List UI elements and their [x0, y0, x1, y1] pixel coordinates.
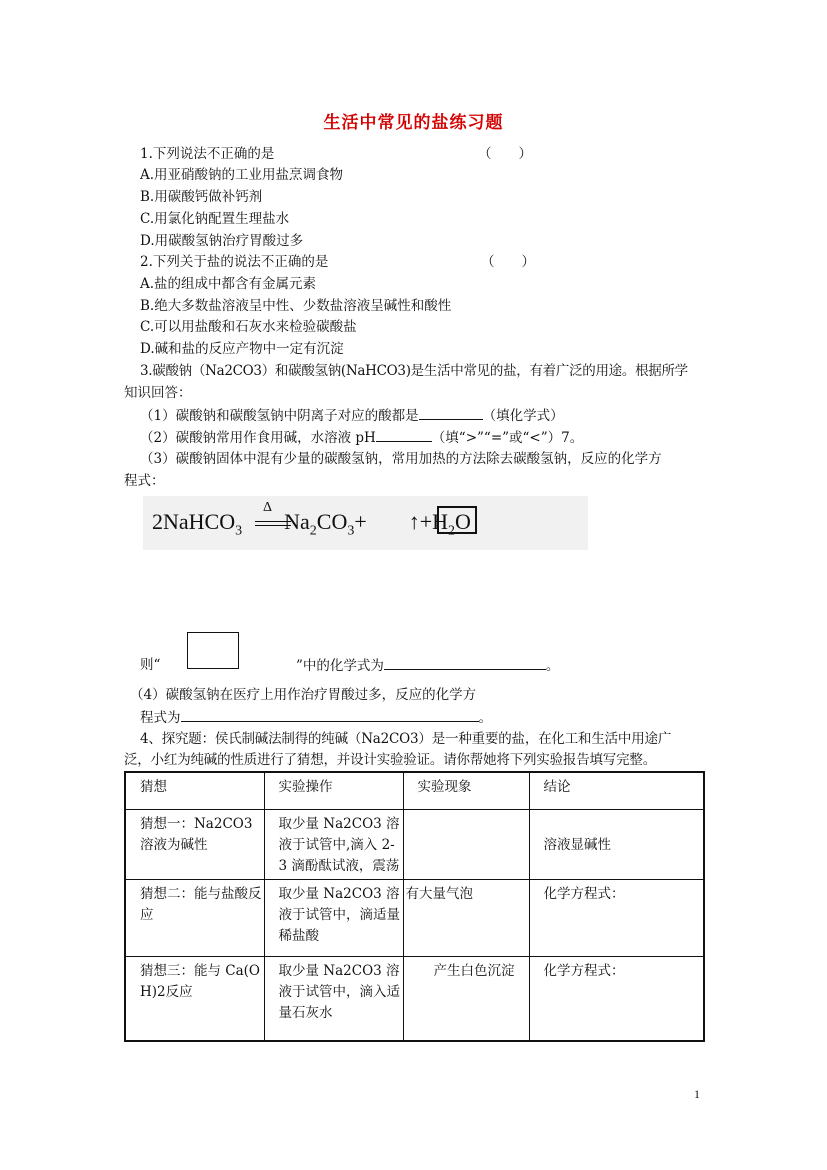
table-cell: 取少量 Na2CO3 溶液于试管中，滴适量稀盐酸 [264, 879, 403, 956]
table-cell: 取少量 Na2CO3 溶液于试管中，滴入适量石灰水 [264, 956, 403, 1041]
q4-intro-line1: 4、探究题：侯氏制碱法制得的纯碱（Na2CO3）是一种重要的盐，在化工和生活中用途广 [140, 731, 672, 747]
table-row [125, 956, 704, 1041]
q2-option-d: D.碱和盐的反应产物中一定有沉淀 [140, 341, 344, 357]
table-row [125, 809, 704, 879]
table-cell-answer[interactable]: 化学方程式： [529, 879, 704, 956]
q1-answer-paren: （ ） [478, 146, 532, 162]
equation-reactant: 2NaHCO [152, 509, 236, 534]
q4-intro-line2: 泛，小红为纯碱的性质进行了猜想，并设计实验验证。请你帮她将下列实验报告填写完整。 [124, 752, 656, 768]
q2-option-a: A.盐的组成中都含有金属元素 [140, 276, 317, 292]
equation-answer-box[interactable] [437, 506, 477, 534]
table-header: 实验现象 [403, 772, 529, 809]
table-cell: 有大量气泡 [403, 879, 529, 956]
q3-ze-blank[interactable] [384, 655, 546, 670]
q3-intro-line2: 知识回答： [124, 385, 192, 401]
q3-part3-line1: （3）碳酸钠固体中混有少量的碳酸氢钠，常用加热的方法除去碳酸氢钠，反应的化学方 [140, 451, 662, 467]
q3-part1-blank[interactable] [419, 405, 483, 420]
q2-answer-paren: （ ） [481, 254, 535, 270]
q3-ze-box[interactable] [187, 632, 239, 669]
q3-part1 [140, 405, 564, 426]
table-cell: 猜想二：能与盐酸反应 [125, 879, 264, 956]
q3-part2-hint: （填“>”“=”或“<”）7。 [431, 430, 584, 446]
q1-stem: 1.下列说法不正确的是 [140, 146, 275, 162]
q1-option-d: D.用碳酸氢钠治疗胃酸过多 [140, 233, 304, 249]
q1-option-b: B.用碳酸钙做补钙剂 [140, 189, 263, 205]
equation-sub: 2 [448, 523, 456, 539]
table-cell: 产生白色沉淀 [403, 956, 529, 1041]
equation-sub: 3 [235, 523, 243, 539]
q3-part4-line1: （4）碳酸氢钠在医疗上用作治疗胃酸过多，反应的化学方 [130, 687, 477, 703]
q3-part1-hint: （填化学式） [482, 408, 564, 424]
page-title: 生活中常见的盐练习题 [323, 113, 504, 133]
table-header: 结论 [529, 772, 704, 809]
q3-part1-prompt: （1）碳酸钠和碳酸氢钠中阴离子对应的酸都是 [140, 408, 419, 424]
equation-plus: + [354, 509, 367, 534]
table-row [125, 879, 704, 956]
q3-part3-line2: 程式： [124, 473, 165, 489]
q3-part2 [140, 427, 583, 448]
table-cell-answer[interactable]: 化学方程式： [529, 956, 704, 1041]
q2-option-b: B.绝大多数盐溶液呈中性、少数盐溶液呈碱性和酸性 [140, 298, 452, 314]
q3-ze-prefix: 则“ [140, 657, 161, 673]
table-cell: 猜想一：Na2CO3溶液为碱性 [125, 809, 264, 879]
q3-ze-suffix: ”中的化学式为 [296, 658, 384, 674]
table-header: 实验操作 [264, 772, 403, 809]
q3-part2-blank[interactable] [376, 427, 432, 442]
equation-product-tail: ↑+H [408, 509, 449, 534]
equation-product1-tail: CO [316, 509, 348, 534]
table-cell: 取少量 Na2CO3 溶液于试管中,滴入 2-3 滴酚酞试液，震荡 [264, 809, 403, 879]
q1-option-a: A.用亚硝酸钠的工业用盐烹调食物 [140, 167, 344, 183]
table-cell: 猜想三：能与 Ca(OH)2反应 [125, 956, 264, 1041]
q1-option-c: C.用氯化钠配置生理盐水 [140, 211, 290, 227]
q3-part4-line2 [140, 707, 492, 728]
q3-part4-prompt: 程式为 [140, 710, 181, 726]
q3-part4-period: 。 [478, 710, 492, 726]
q2-option-c: C.可以用盐酸和石灰水来检验碳酸盐 [140, 319, 357, 335]
equation-o: O [455, 509, 471, 534]
table-cell: 溶液显碱性 [529, 809, 704, 879]
q3-ze-period: 。 [545, 658, 560, 674]
table-header-row [125, 772, 704, 809]
equation-sub: 2 [309, 523, 317, 539]
q2-stem: 2.下列关于盐的说法不正确的是 [140, 254, 329, 270]
equation-text [152, 507, 471, 546]
equation-sub: 3 [347, 523, 355, 539]
table-cell-answer[interactable] [403, 809, 529, 879]
q3-part4-blank[interactable] [181, 707, 479, 722]
table-header: 猜想 [125, 772, 264, 809]
q3-part2-prompt: （2）碳酸钠常用作食用碱，水溶液 pH [140, 430, 376, 446]
equation-product1: Na [284, 509, 310, 534]
page-number: 1 [694, 1087, 700, 1101]
q3-ze-line [296, 655, 559, 676]
equation-heat-symbol: Δ [263, 500, 273, 515]
experiment-table [124, 771, 705, 1042]
q3-intro-line1: 3.碳酸钠（Na2CO3）和碳酸氢钠(NaHCO3)是生活中常见的盐，有着广泛的用途。根据所学 [140, 363, 688, 379]
